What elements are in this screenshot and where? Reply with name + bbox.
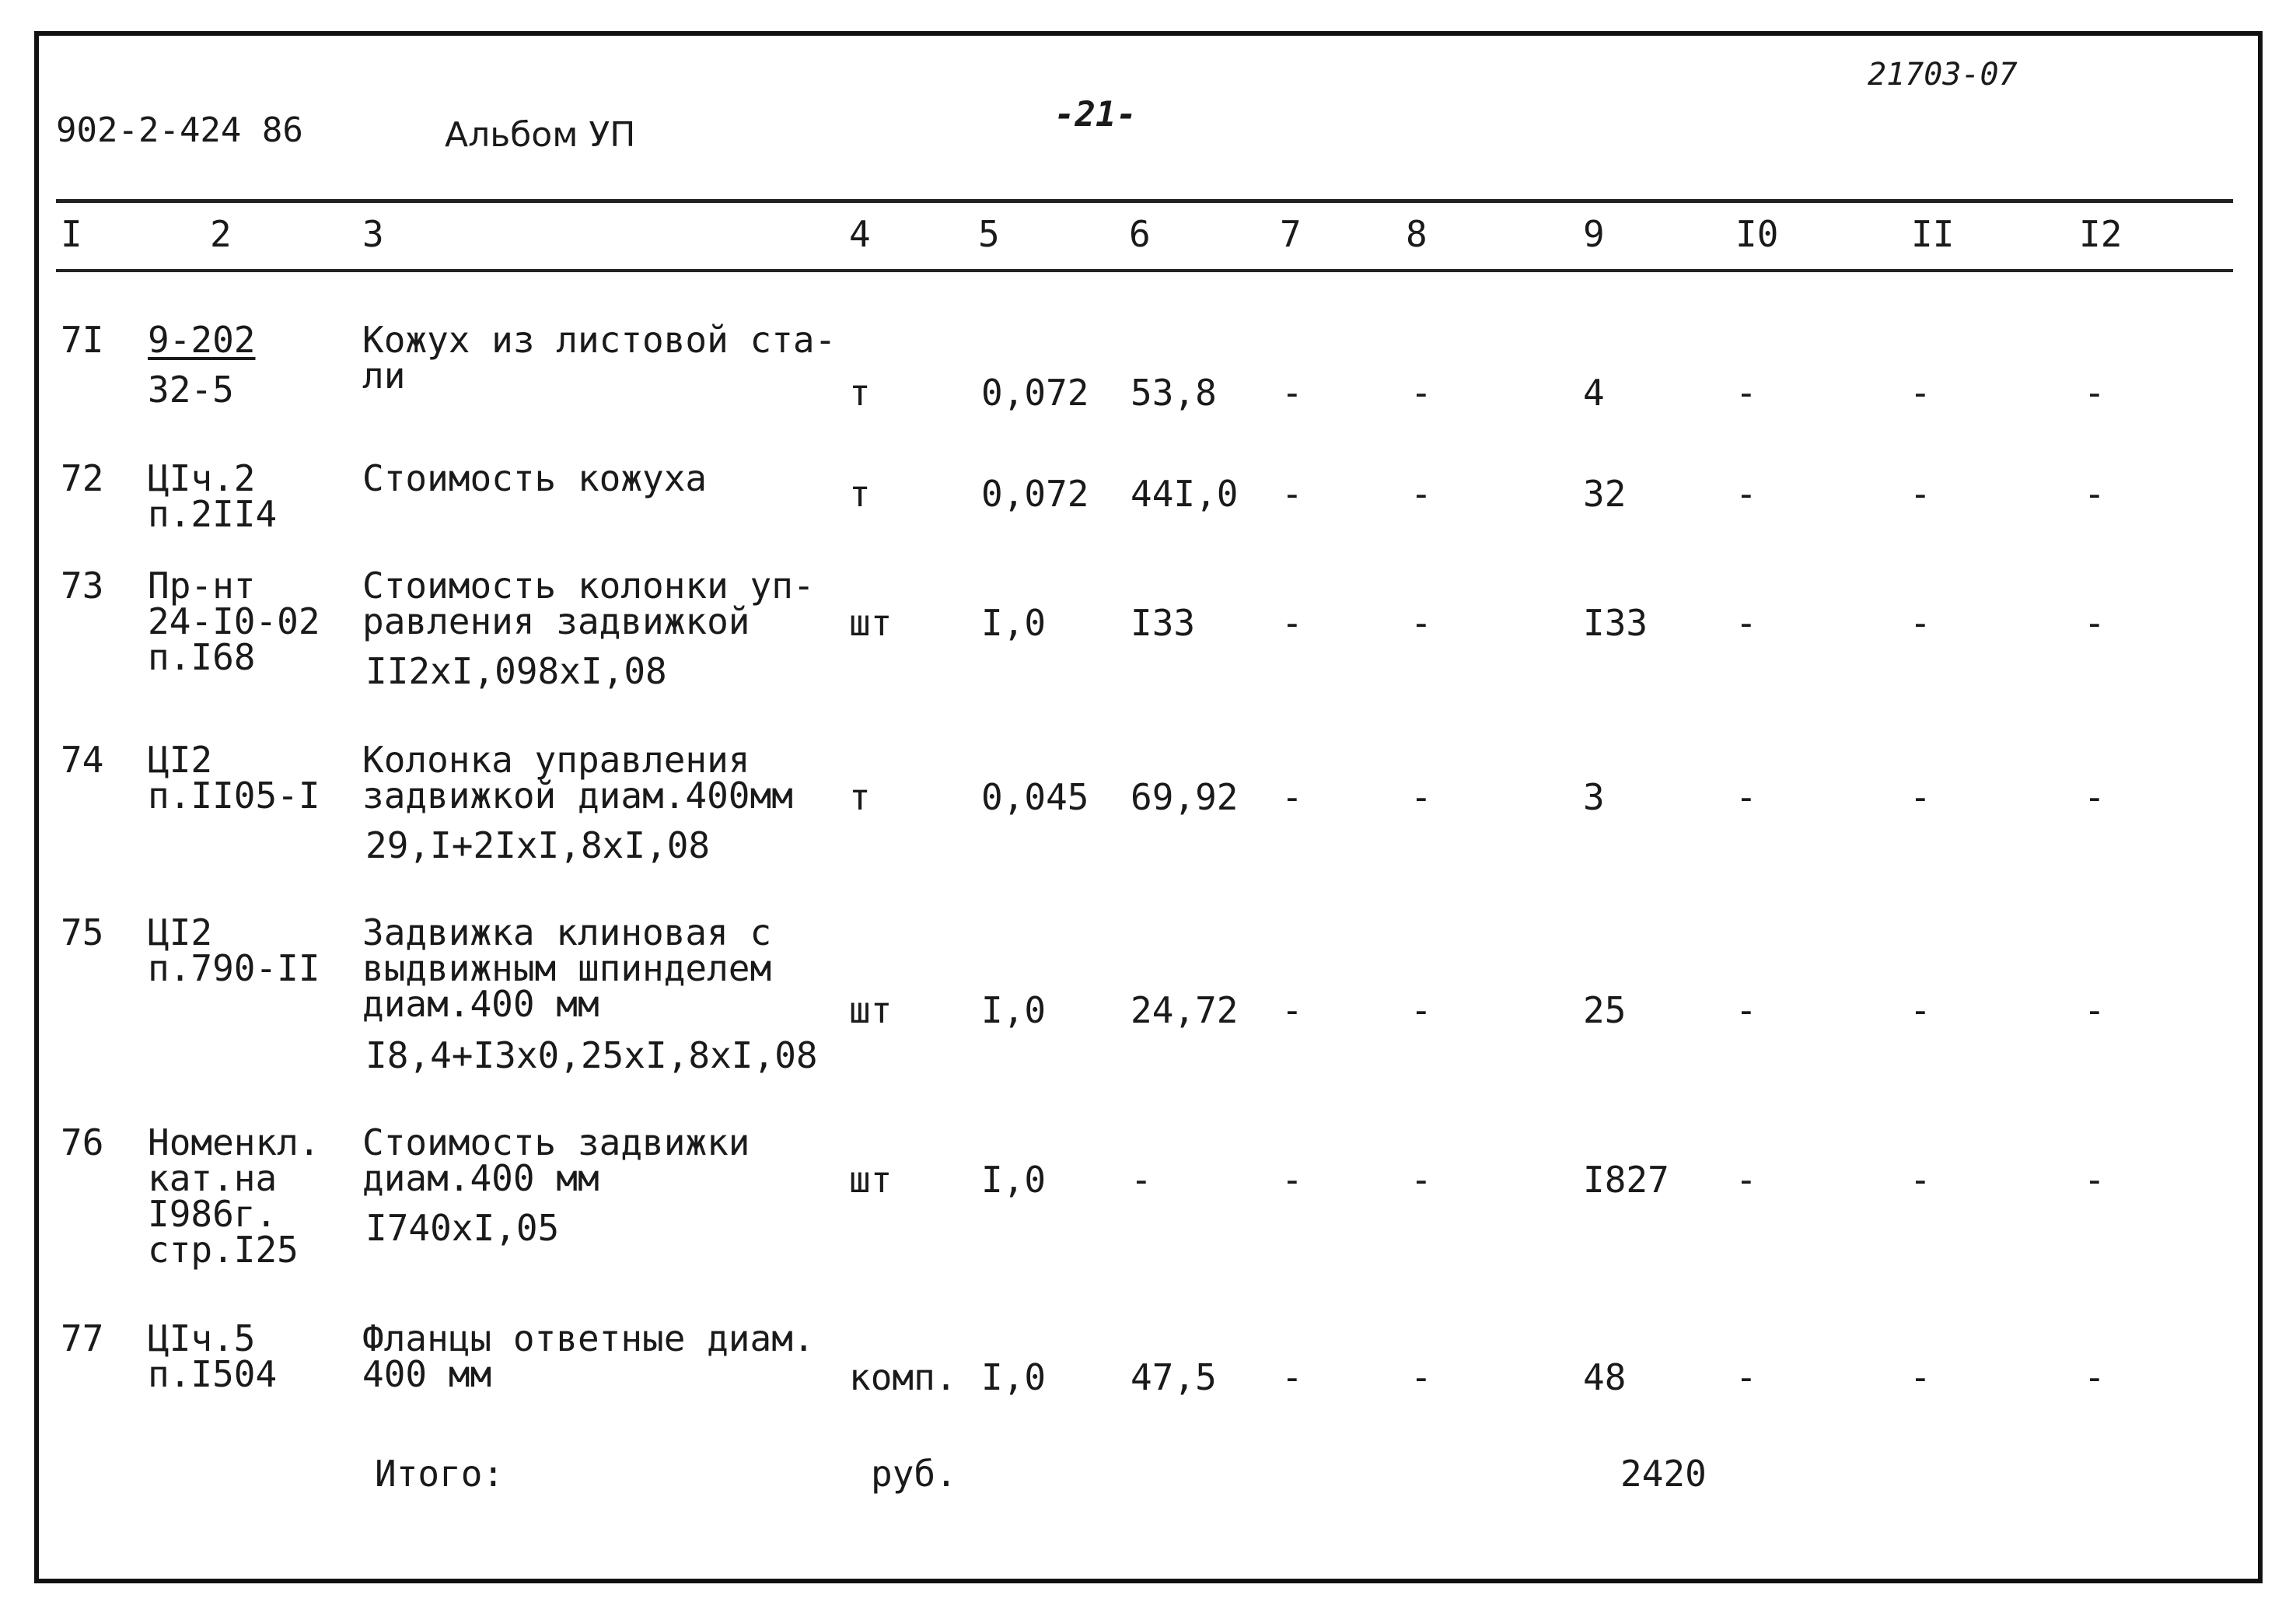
row-quantity: I,0 [981, 602, 1047, 644]
row-unit-price: 53,8 [1131, 372, 1217, 414]
row-total: I33 [1583, 602, 1648, 644]
row-number: 73 [61, 565, 104, 607]
reference-line: 24-I0-02 [148, 600, 320, 642]
reference-line: Номенкл. [148, 1121, 320, 1163]
row-unit: т [849, 473, 871, 515]
row-col10: - [1735, 1159, 1757, 1201]
row-unit: т [849, 776, 871, 818]
reference-line: 9-202 [148, 319, 256, 361]
row-quantity: I,0 [981, 989, 1047, 1031]
row-reference [148, 565, 320, 678]
row-col12: - [2084, 602, 2106, 644]
description-line: Кожух из листовой ста- [362, 319, 837, 361]
row-col7: - [1281, 372, 1303, 414]
row-reference [148, 739, 320, 817]
row-col8: - [1410, 989, 1432, 1031]
row-col8: - [1410, 473, 1432, 515]
row-number: 75 [61, 911, 104, 953]
row-unit: комп. [849, 1356, 957, 1398]
row-col10: - [1735, 602, 1757, 644]
description-line: Стоимость кожуха [362, 457, 708, 499]
column-header: 7 [1280, 213, 1302, 255]
row-description [362, 1317, 815, 1395]
row-total: 3 [1583, 776, 1605, 818]
description-line: Фланцы ответные диам. [362, 1317, 815, 1359]
reference-line: Пр-нт [148, 565, 256, 607]
archive-stamp: 21703-07 [1868, 57, 2018, 93]
row-col12: - [2084, 372, 2106, 414]
row-col11: - [1910, 1356, 1931, 1398]
row-calculation: II2xI,098xI,08 [365, 650, 667, 692]
row-unit: шт [849, 1159, 893, 1201]
row-number: 7I [61, 319, 104, 361]
column-header: I [61, 213, 82, 255]
reference-line: п.790-II [148, 947, 320, 989]
row-unit-price: 47,5 [1131, 1356, 1217, 1398]
row-calculation: I740xI,05 [365, 1207, 560, 1249]
row-reference [148, 1121, 320, 1271]
summary-unit: руб. [871, 1453, 957, 1495]
row-col10: - [1735, 989, 1757, 1031]
row-description [362, 911, 772, 1025]
column-header: 6 [1129, 213, 1151, 255]
row-description [362, 565, 815, 642]
row-quantity: 0,072 [981, 473, 1089, 515]
row-quantity: I,0 [981, 1159, 1047, 1201]
row-col10: - [1735, 372, 1757, 414]
row-col7: - [1281, 989, 1303, 1031]
row-col12: - [2084, 989, 2106, 1031]
row-unit: шт [849, 989, 893, 1031]
column-header: 8 [1406, 213, 1428, 255]
header-rule-top [56, 199, 2233, 203]
description-line: 400 мм [362, 1353, 492, 1395]
row-number: 74 [61, 739, 104, 781]
row-description [362, 457, 708, 499]
row-unit-price: 69,92 [1131, 776, 1239, 818]
column-header: 3 [362, 213, 384, 255]
summary-total: 2420 [1620, 1453, 1707, 1495]
row-col7: - [1281, 1159, 1303, 1201]
row-col11: - [1910, 989, 1931, 1031]
row-col12: - [2084, 1356, 2106, 1398]
reference-line: п.II05-I [148, 775, 320, 817]
page-number: -21- [1054, 95, 1137, 135]
row-unit-price: 24,72 [1131, 989, 1239, 1031]
row-col7: - [1281, 602, 1303, 644]
row-col8: - [1410, 1356, 1432, 1398]
row-col12: - [2084, 776, 2106, 818]
row-reference [148, 911, 320, 989]
row-unit: т [849, 372, 871, 414]
description-line: равления задвижкой [362, 600, 750, 642]
row-calculation: I8,4+I3x0,25xI,8xI,08 [365, 1034, 818, 1076]
row-number: 76 [61, 1121, 104, 1163]
row-col12: - [2084, 473, 2106, 515]
row-col7: - [1281, 473, 1303, 515]
column-header: 4 [849, 213, 871, 255]
column-header: II [1911, 213, 1955, 255]
row-quantity: I,0 [981, 1356, 1047, 1398]
reference-line: ЦIч.2 [148, 457, 256, 499]
row-unit-price: 44I,0 [1131, 473, 1239, 515]
row-col8: - [1410, 602, 1432, 644]
reference-line: п.I68 [148, 636, 256, 678]
reference-line: I986г. [148, 1193, 278, 1235]
description-line: Стоимость колонки уп- [362, 565, 815, 607]
row-col8: - [1410, 1159, 1432, 1201]
row-col8: - [1410, 776, 1432, 818]
row-col10: - [1735, 1356, 1757, 1398]
row-unit: шт [849, 602, 893, 644]
description-line: ли [362, 355, 406, 397]
column-header: 2 [210, 213, 232, 255]
column-header: I0 [1735, 213, 1779, 255]
summary-label: Итого: [375, 1453, 505, 1495]
row-col10: - [1735, 776, 1757, 818]
description-line: Стоимость задвижки [362, 1121, 750, 1163]
row-reference [148, 457, 278, 535]
reference-line: п.I504 [148, 1353, 278, 1395]
document-code: 902-2-424 86 [56, 110, 303, 150]
row-number: 72 [61, 457, 104, 499]
description-line: Колонка управления [362, 739, 750, 781]
row-col11: - [1910, 1159, 1931, 1201]
row-col7: - [1281, 776, 1303, 818]
album-label: Альбом УП [445, 115, 636, 155]
row-col12: - [2084, 1159, 2106, 1201]
row-description [362, 1121, 750, 1199]
reference-line: кат.на [148, 1157, 278, 1199]
row-number: 77 [61, 1317, 104, 1359]
reference-line: 32-5 [148, 369, 234, 411]
row-reference [148, 319, 256, 411]
row-total: 48 [1583, 1356, 1627, 1398]
row-total: 32 [1583, 473, 1627, 515]
reference-line: стр.I25 [148, 1229, 299, 1271]
row-quantity: 0,045 [981, 776, 1089, 818]
row-col11: - [1910, 473, 1931, 515]
row-description [362, 319, 837, 397]
row-total: 4 [1583, 372, 1605, 414]
description-line: Задвижка клиновая с [362, 911, 772, 953]
column-header: I2 [2079, 213, 2123, 255]
reference-line: п.2II4 [148, 493, 278, 535]
row-reference [148, 1317, 278, 1395]
reference-line: ЦI2 [148, 911, 213, 953]
reference-line: ЦI2 [148, 739, 213, 781]
row-quantity: 0,072 [981, 372, 1089, 414]
row-total: 25 [1583, 989, 1627, 1031]
row-col11: - [1910, 602, 1931, 644]
row-col10: - [1735, 473, 1757, 515]
description-line: задвижкой диам.400мм [362, 775, 793, 817]
row-unit-price: - [1131, 1159, 1152, 1201]
row-col8: - [1410, 372, 1432, 414]
row-col11: - [1910, 776, 1931, 818]
row-total: I827 [1583, 1159, 1669, 1201]
column-header: 9 [1583, 213, 1605, 255]
description-line: диам.400 мм [362, 1157, 599, 1199]
description-line: диам.400 мм [362, 983, 599, 1025]
reference-line: ЦIч.5 [148, 1317, 256, 1359]
row-col7: - [1281, 1356, 1303, 1398]
header-rule-bottom [56, 269, 2233, 272]
row-calculation: 29,I+2IxI,8xI,08 [365, 824, 711, 866]
column-header: 5 [978, 213, 1000, 255]
row-col11: - [1910, 372, 1931, 414]
row-unit-price: I33 [1131, 602, 1196, 644]
row-description [362, 739, 793, 817]
description-line: выдвижным шпинделем [362, 947, 772, 989]
